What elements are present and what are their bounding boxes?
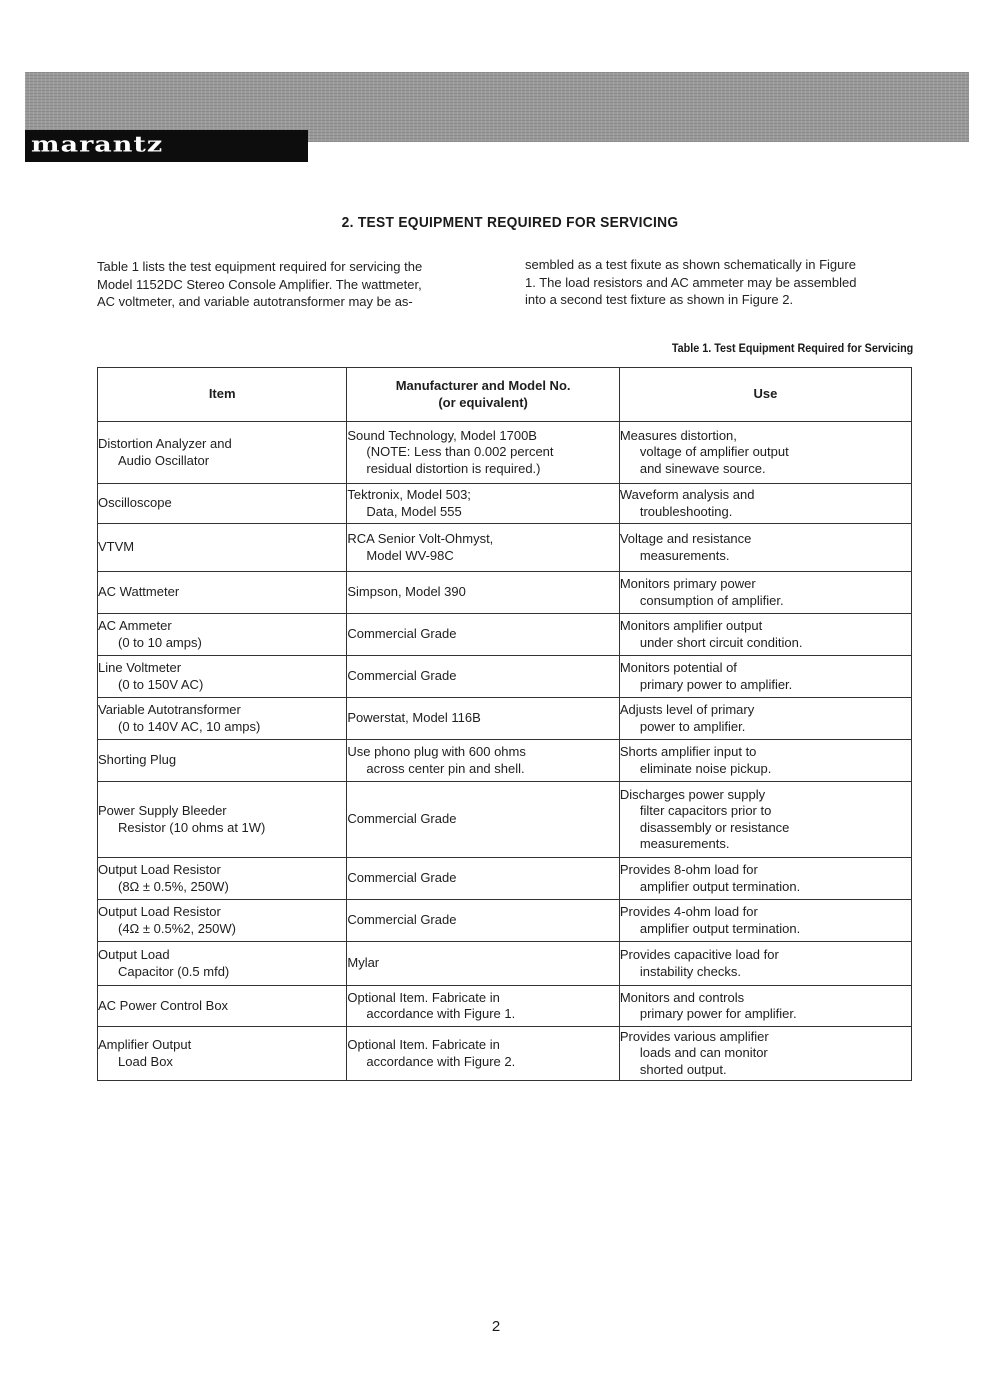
use-cell-line: Provides various amplifier [619,1028,769,1044]
use-cell [619,1027,911,1081]
use-cell-line: under short circuit condition. [639,634,803,650]
item-cell-line: Variable Autotransformer [98,702,241,717]
manufacturer-cell [347,698,619,740]
item-cell [98,1027,347,1081]
manufacturer-cell-line: RCA Senior Volt-Ohmyst, [347,531,494,546]
item-cell-line: (8Ω ± 0.5%, 250W) [118,878,229,894]
use-cell-line: Provides 4-ohm load for [619,904,758,919]
manufacturer-cell-line: Tektronix, Model 503; [347,487,471,502]
manufacturer-cell [347,572,619,614]
item-cell [98,900,347,942]
manufacturer-cell [347,524,619,572]
use-cell-line: power to amplifier. [639,718,746,734]
use-cell-line: consumption of amplifier. [639,592,784,608]
manufacturer-cell [347,614,619,656]
use-cell-line: filter capacitors prior to [639,803,772,818]
page-number: 2 [491,1318,501,1335]
manufacturer-cell-line: (NOTE: Less than 0.002 percent [366,444,554,460]
item-cell-line: Output Load Resistor [98,904,221,919]
manufacturer-cell-line: Data, Model 555 [366,503,462,519]
manufacturer-cell [347,782,619,858]
manufacturer-cell-line: Commercial Grade [347,912,457,928]
item-cell-line: AC Ammeter [98,618,172,633]
item-cell-line: AC Wattmeter [98,584,180,600]
table-row [98,484,912,524]
manufacturer-cell-line: across center pin and shell. [366,760,525,776]
table-row [98,900,912,942]
header-manufacturer-line: Manufacturer and Model No. [395,378,571,393]
use-cell [619,656,911,698]
item-cell-line: Resistor (10 ohms at 1W) [118,819,266,835]
use-cell-line: Measures distortion, [619,427,737,443]
use-cell-line: primary power to amplifier. [639,676,793,692]
use-cell-line: Provides 8-ohm load for [619,862,758,877]
item-cell-line: Output Load [98,947,170,962]
manufacturer-cell-line: Model WV-98C [366,547,454,563]
use-cell [619,858,911,900]
manufacturer-cell [347,656,619,698]
use-cell-line: Monitors potential of [619,660,737,675]
manufacturer-cell [347,422,619,484]
use-cell-line: measurements. [639,547,730,563]
manufacturer-cell-line: accordance with Figure 2. [366,1053,516,1069]
header-manufacturer [347,368,619,422]
use-cell-line: Discharges power supply [619,786,766,802]
item-cell-line: Line Voltmeter [98,660,182,675]
item-cell-line: (0 to 10 amps) [118,634,202,650]
section-title: 2. TEST EQUIPMENT REQUIRED FOR SERVICING [341,214,679,231]
manufacturer-cell-line: Use phono plug with 600 ohms [347,744,526,759]
manufacturer-cell-line: accordance with Figure 1. [366,1006,516,1021]
manufacturer-cell [347,484,619,524]
manufacturer-cell [347,740,619,782]
manufacturer-cell [347,900,619,942]
item-cell-line: Output Load Resistor [98,862,221,877]
item-cell-line: Capacitor (0.5 mfd) [118,963,230,979]
use-cell-line: Monitors primary power [619,576,756,591]
table-row [98,656,912,698]
item-cell-line: Shorting Plug [98,752,177,768]
item-cell [98,858,347,900]
table-body [98,422,912,1081]
use-cell [619,900,911,942]
item-cell [98,740,347,782]
manufacturer-cell [347,986,619,1027]
use-cell [619,942,911,986]
table-row [98,698,912,740]
table-row [98,614,912,656]
manufacturer-cell-line: Powerstat, Model 116B [347,710,481,726]
use-cell [619,422,911,484]
use-cell-line: Adjusts level of primary [619,702,755,717]
use-cell [619,698,911,740]
item-cell [98,942,347,986]
table-caption: Table 1. Test Equipment Required for Servicing [671,341,913,355]
intro-paragraph-left [97,258,497,311]
item-cell-line: Power Supply Bleeder [98,803,227,818]
intro-line: into a second test fixture as shown in Figure 2. [525,292,794,307]
use-cell-line: Monitors amplifier output [619,618,763,633]
manufacturer-cell-line: Optional Item. Fabricate in [347,989,500,1005]
brand-logo [25,130,308,162]
use-cell-line: Shorts amplifier input to [619,744,757,759]
manufacturer-cell-line: residual distortion is required.) [366,460,541,476]
item-cell-line: AC Power Control Box [98,997,229,1013]
item-cell [98,698,347,740]
use-cell [619,740,911,782]
item-cell-line: Oscilloscope [98,495,172,511]
intro-line: 1. The load resistors and AC ammeter may be assembled [525,274,857,290]
manufacturer-cell-line: Commercial Grade [347,668,457,684]
item-cell-line: (0 to 150V AC) [118,676,204,692]
use-cell-line: and sinewave source. [639,460,766,476]
use-cell-line: primary power for amplifier. [639,1006,797,1021]
table-row [98,740,912,782]
use-cell [619,524,911,572]
table-row [98,986,912,1027]
intro-line: Model 1152DC Stereo Console Amplifier. The wattmeter, [97,276,422,292]
item-cell-line: (0 to 140V AC, 10 amps) [118,718,261,734]
use-cell-line: loads and can monitor [639,1045,768,1061]
use-cell-line: amplifier output termination. [639,920,801,936]
intro-paragraph-right [525,256,920,309]
intro-line: sembled as a test fixute as shown schematically in Figure [525,257,856,272]
use-cell [619,572,911,614]
header-use: Use [619,368,911,422]
use-cell-line: Waveform analysis and [619,487,755,502]
brand-logo-text: marantz [31,133,164,158]
item-cell [98,422,347,484]
table-row [98,422,912,484]
use-cell-line: voltage of amplifier output [639,444,789,460]
item-cell-line: Distortion Analyzer and [98,436,232,451]
manufacturer-cell-line: Commercial Grade [347,870,457,886]
item-cell-line: VTVM [98,539,135,555]
manufacturer-cell-line: Mylar [347,955,380,971]
table-row [98,1027,912,1081]
item-cell-line: Load Box [118,1053,173,1069]
table-row [98,524,912,572]
use-cell-line: amplifier output termination. [639,878,801,894]
item-cell [98,614,347,656]
use-cell-line: disassembly or resistance [639,819,790,835]
manufacturer-cell [347,1027,619,1081]
header-item: Item [98,368,347,422]
use-cell-line: instability checks. [639,963,741,979]
manufacturer-cell-line: Commercial Grade [347,626,457,642]
use-cell-line: measurements. [639,836,730,851]
item-cell-line: Audio Oscillator [118,452,210,468]
item-cell [98,484,347,524]
use-cell [619,614,911,656]
table-row [98,858,912,900]
use-cell [619,782,911,858]
test-equipment-table [97,367,912,1081]
manufacturer-cell-line: Commercial Grade [347,811,457,827]
intro-line: Table 1 lists the test equipment required for servicing the [97,259,423,274]
intro-line: AC voltmeter, and variable autotransformer may be as- [97,294,413,309]
table-row [98,942,912,986]
header-manufacturer-line: (or equivalent) [438,394,528,410]
table-row [98,782,912,858]
item-cell [98,986,347,1027]
use-cell-line: troubleshooting. [639,503,733,519]
item-cell [98,782,347,858]
table-header-row [98,368,912,422]
item-cell-line: Amplifier Output [98,1037,192,1052]
manufacturer-cell [347,858,619,900]
manufacturer-cell-line: Simpson, Model 390 [347,584,466,600]
item-cell [98,656,347,698]
use-cell-line: Monitors and controls [619,989,745,1005]
use-cell-line: Provides capacitive load for [619,947,779,962]
use-cell [619,986,911,1027]
manufacturer-cell-line: Optional Item. Fabricate in [347,1037,500,1052]
item-cell-line: (4Ω ± 0.5%2, 250W) [118,920,237,936]
manufacturer-cell-line: Sound Technology, Model 1700B [347,427,537,443]
item-cell [98,524,347,572]
item-cell [98,572,347,614]
use-cell-line: eliminate noise pickup. [639,760,772,776]
use-cell-line: shorted output. [639,1061,727,1077]
manufacturer-cell [347,942,619,986]
use-cell [619,484,911,524]
table-row [98,572,912,614]
use-cell-line: Voltage and resistance [619,531,752,546]
